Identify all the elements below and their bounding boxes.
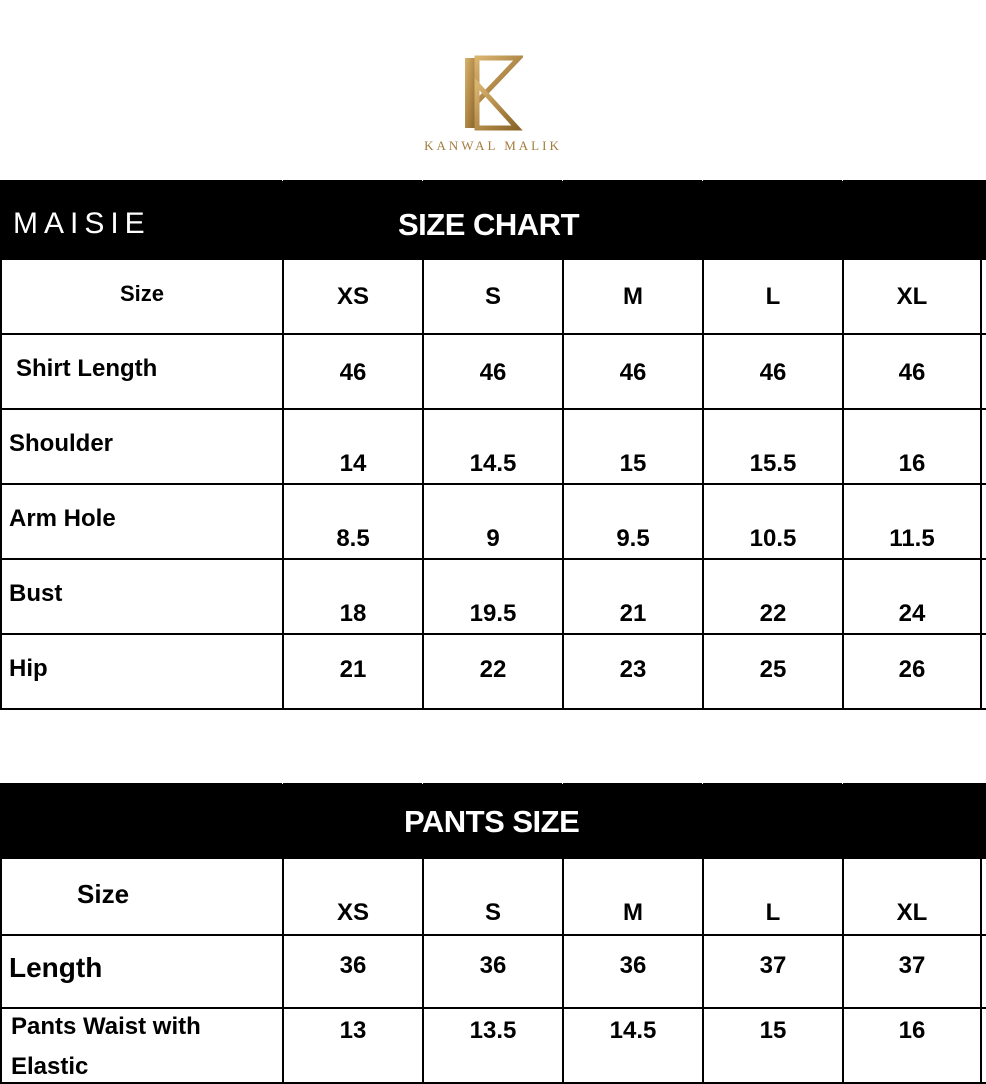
table-cell: 36 xyxy=(479,952,507,979)
table-cell: 9 xyxy=(486,525,500,552)
table-cell: 16 xyxy=(898,1017,926,1044)
size-chart-header xyxy=(0,180,986,260)
table-cell: 22 xyxy=(759,600,787,627)
pants-header-row xyxy=(0,859,986,936)
table-cell: 36 xyxy=(339,952,367,979)
table-cell: 9.5 xyxy=(616,525,650,552)
table-row xyxy=(0,410,986,485)
table-cell: 21 xyxy=(619,600,647,627)
table-cell: 14 xyxy=(339,450,367,477)
table-cell: 26 xyxy=(898,656,926,683)
table-cell: 22 xyxy=(479,656,507,683)
pants-chart-header xyxy=(0,783,986,859)
table-row xyxy=(0,560,986,635)
size-header-label: Size xyxy=(119,281,165,306)
table-cell: 46 xyxy=(339,359,367,386)
table-row xyxy=(0,485,986,560)
table-row xyxy=(0,1009,986,1084)
table-cell: 36 xyxy=(619,952,647,979)
size-chart-title: SIZE CHART xyxy=(398,207,579,242)
table-cell: 13.5 xyxy=(469,1017,517,1044)
table-cell: 14.5 xyxy=(469,450,517,477)
row-label-line2: Elastic xyxy=(11,1053,89,1080)
table-cell: 8.5 xyxy=(336,525,370,552)
row-label: Hip xyxy=(9,655,48,682)
product-name: MAISIE xyxy=(13,207,151,240)
row-label: Shoulder xyxy=(9,430,114,457)
table-cell: 21 xyxy=(339,656,367,683)
table-cell: 18 xyxy=(339,600,367,627)
table-cell: 13 xyxy=(339,1017,367,1044)
table-cell: 19.5 xyxy=(469,600,517,627)
table-cell: 11.5 xyxy=(889,525,935,552)
table-row xyxy=(0,635,986,710)
size-xl-header: XL xyxy=(896,283,928,310)
pants-size-s-header: S xyxy=(484,899,501,926)
size-xs-header: XS xyxy=(336,283,369,310)
table-cell: 46 xyxy=(898,359,926,386)
brand-name: KANWAL MALIK xyxy=(424,138,562,153)
table-cell: 37 xyxy=(898,952,926,979)
table-cell: 14.5 xyxy=(609,1017,657,1044)
row-label: Bust xyxy=(9,580,63,607)
table-cell: 15 xyxy=(619,450,647,477)
table-row xyxy=(0,335,986,410)
size-m-header: M xyxy=(623,283,643,310)
table-cell: 37 xyxy=(759,952,787,979)
row-label: Shirt Length xyxy=(16,355,158,382)
pants-size-xl-header: XL xyxy=(896,899,928,926)
table-cell: 46 xyxy=(479,359,507,386)
table-cell: 46 xyxy=(619,359,647,386)
pants-size-l-header: L xyxy=(765,899,781,926)
size-s-header: S xyxy=(484,283,501,310)
pants-size-m-header: M xyxy=(623,899,643,926)
size-header-row xyxy=(0,260,986,335)
table-cell: 23 xyxy=(619,656,647,683)
table-row xyxy=(0,936,986,1009)
kanwal-malik-monogram-icon xyxy=(463,54,523,132)
size-l-header: L xyxy=(765,283,781,310)
table-cell: 15.5 xyxy=(749,450,797,477)
row-label: Length xyxy=(9,952,103,983)
table-cell: 10.5 xyxy=(749,525,797,552)
table-cell: 24 xyxy=(898,600,926,627)
row-label-line1: Pants Waist with xyxy=(11,1013,201,1040)
row-label: Arm Hole xyxy=(9,505,116,532)
table-cell: 16 xyxy=(898,450,926,477)
pants-size-header-label: Size xyxy=(77,879,130,909)
table-cell: 25 xyxy=(759,656,787,683)
pants-chart-title: PANTS SIZE xyxy=(404,804,580,839)
table-cell: 46 xyxy=(759,359,787,386)
table-cell: 15 xyxy=(759,1017,787,1044)
pants-size-xs-header: XS xyxy=(336,899,369,926)
brand-logo xyxy=(0,54,986,154)
